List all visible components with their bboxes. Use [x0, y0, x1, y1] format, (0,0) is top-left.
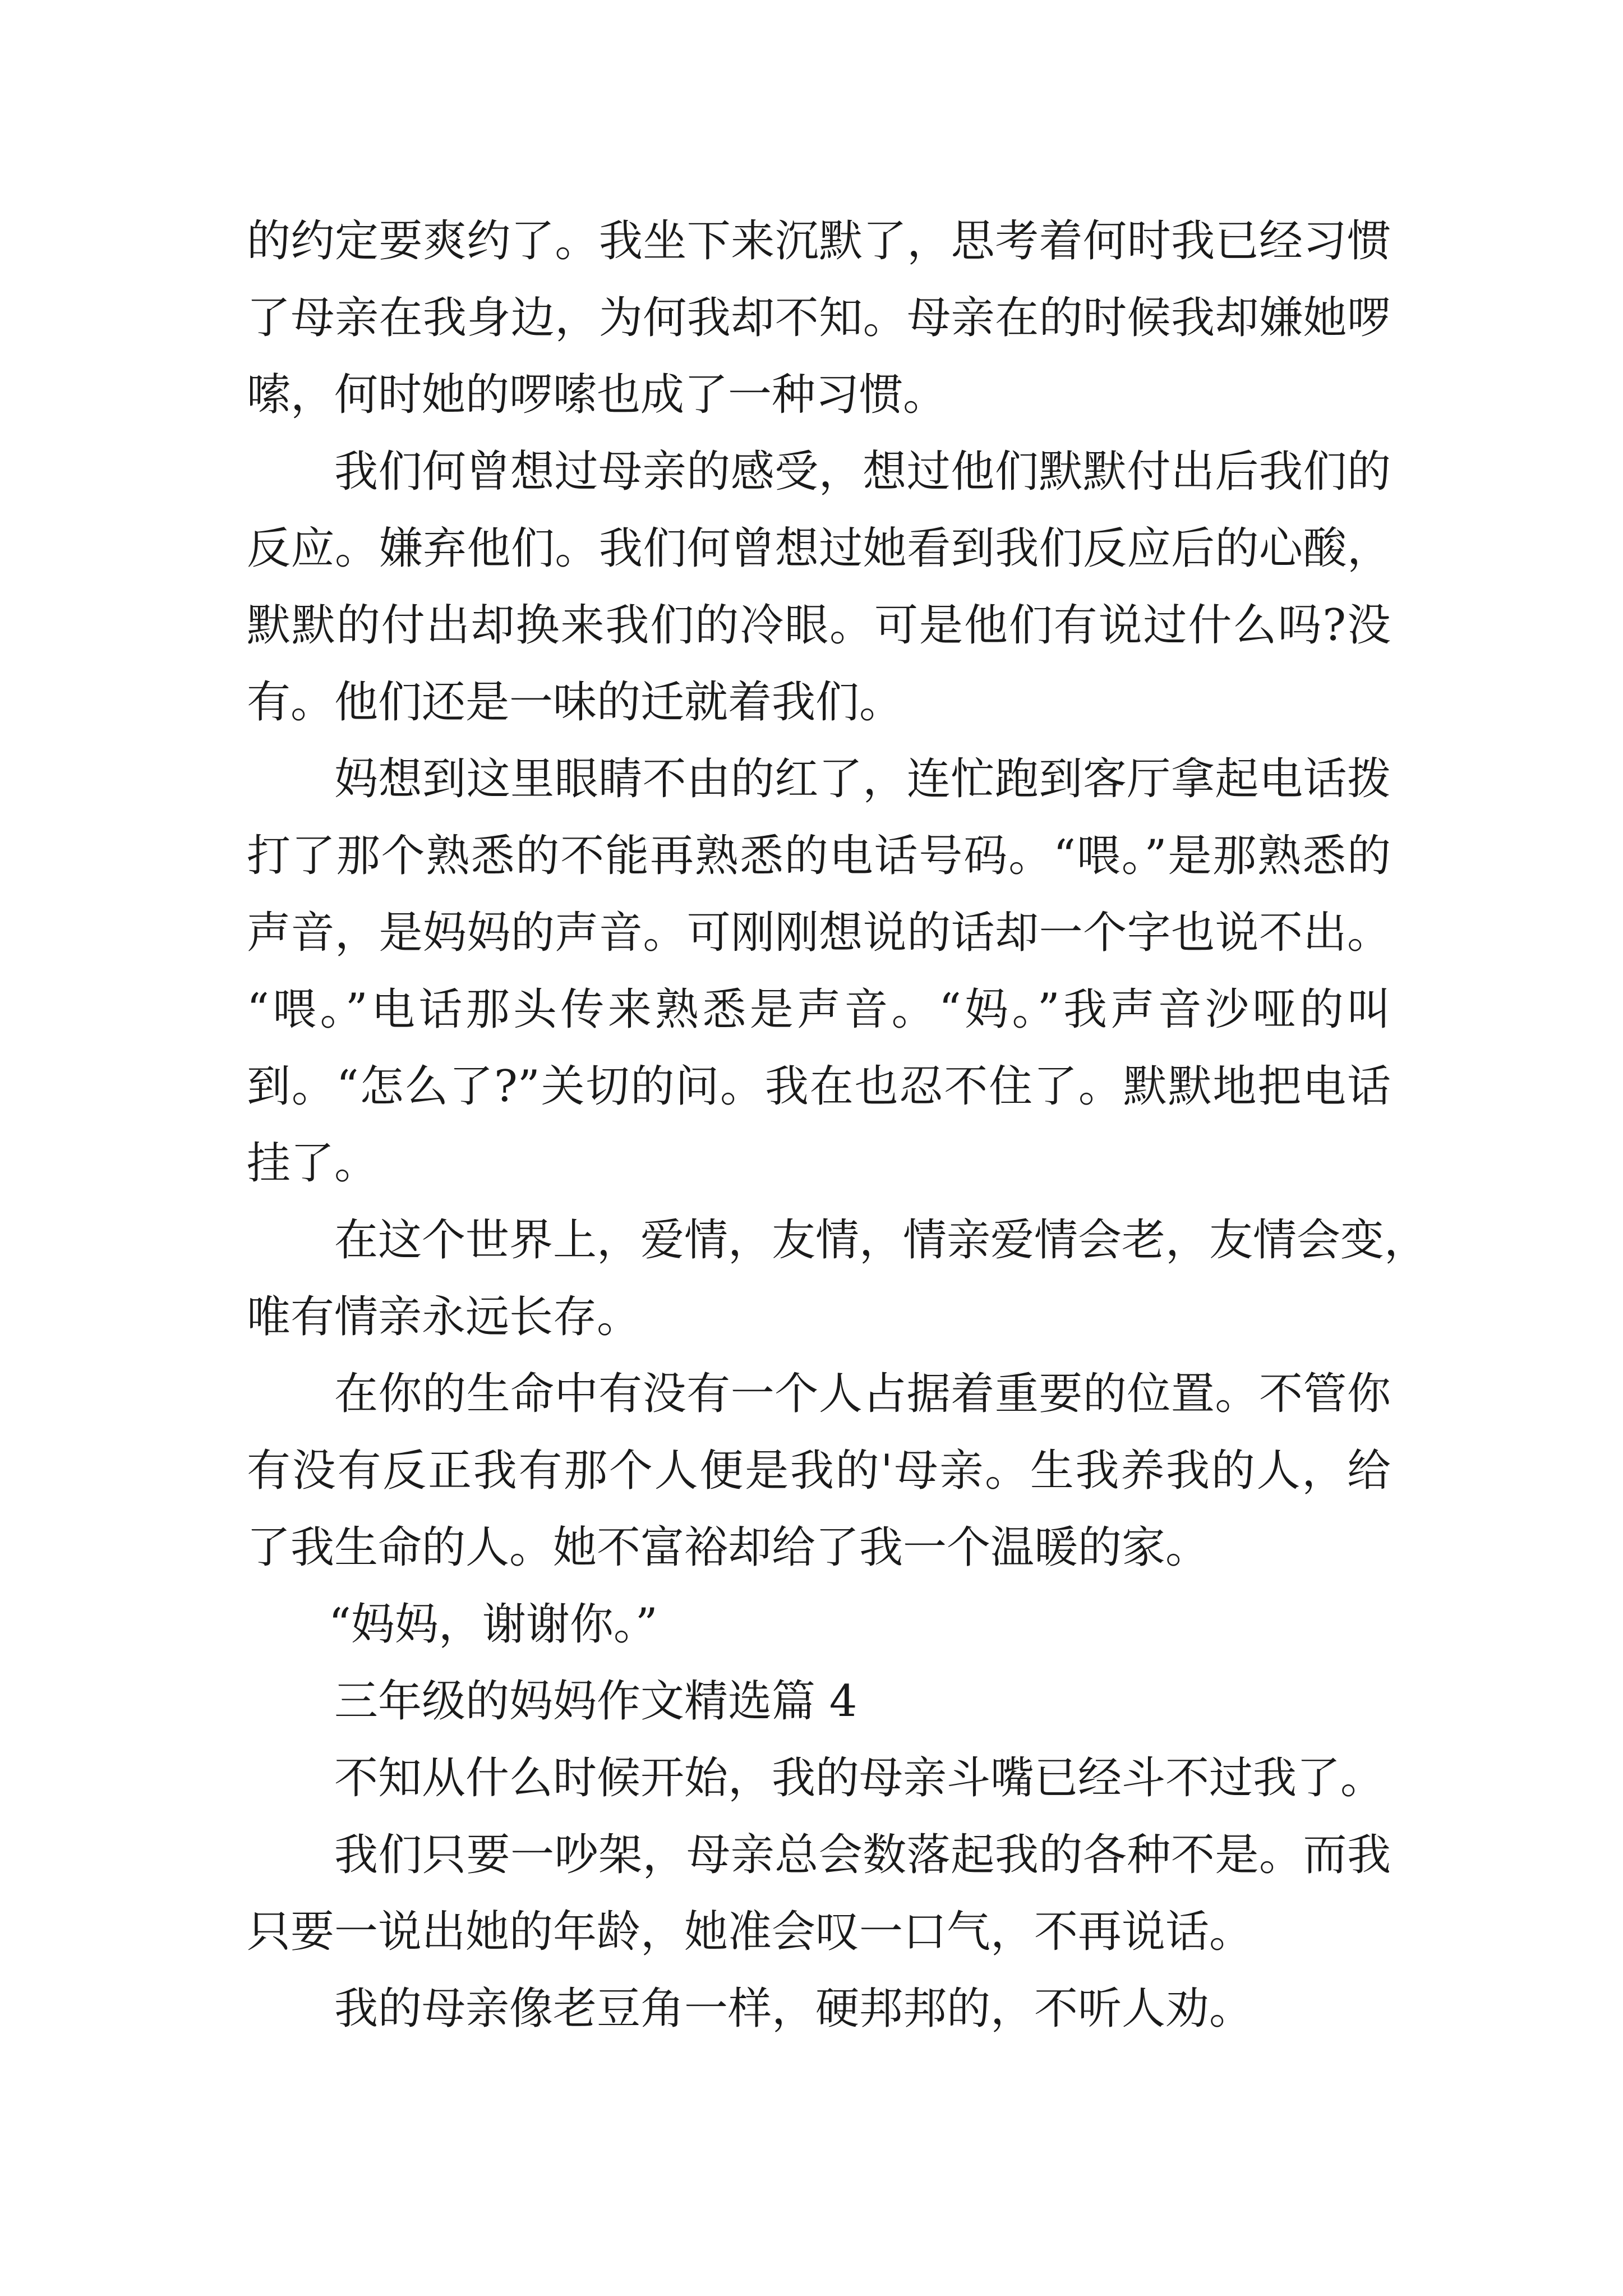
text-line: 有。他们还是一味的迁就着我们。 [247, 677, 903, 728]
text-line: 了我生命的人。她不富裕却给了我一个温暖的家。 [247, 1522, 1210, 1573]
text-line: 的约定要爽约了。我坐下来沉默了，思考着何时我已经习惯 [247, 216, 1391, 266]
paragraph-start: 在这个世界上，爱情，友情，情亲爱情会老，友情会变， [334, 1215, 1428, 1266]
document-body [247, 203, 1428, 2047]
text-line: 到。“怎么了?”关切的问。我在也忍不住了。默默地把电话 [247, 1061, 1391, 1112]
text-line: 反应。嫌弃他们。我们何曾想过她看到我们反应后的心酸， [247, 523, 1391, 574]
text-line: 默默的付出却换来我们的冷眼。可是他们有说过什么吗?没 [247, 600, 1391, 651]
section-heading: 三年级的妈妈作文精选篇 4 [334, 1676, 857, 1727]
text-line: 嗦，何时她的啰嗦也成了一种习惯。 [247, 370, 947, 420]
paragraph-start: 我们只要一吵架，母亲总会数落起我的各种不是。而我 [334, 1830, 1391, 1880]
text-line: 只要一说出她的年龄，她准会叹一口气，不再说话。 [247, 1907, 1253, 1957]
text-line: 唯有情亲永远长存。 [247, 1292, 641, 1342]
paragraph-start: 在你的生命中有没有一个人占据着重要的位置。不管你 [334, 1369, 1391, 1419]
paragraph-start: 我的母亲像老豆角一样，硬邦邦的，不听人劝。 [334, 1984, 1253, 2034]
text-line: 挂了。 [247, 1138, 379, 1189]
text-line: 打了那个熟悉的不能再熟悉的电话号码。“喂。”是那熟悉的 [247, 831, 1391, 881]
text-line: “喂。”电话那头传来熟悉是声音。“妈。”我声音沙哑的叫 [247, 984, 1391, 1035]
text-line: 有没有反正我有那个人便是我的'母亲。生我养我的人，给 [247, 1446, 1391, 1496]
paragraph-start: 妈想到这里眼睛不由的红了，连忙跑到客厅拿起电话拨 [334, 754, 1391, 804]
paragraph-start: 不知从什么时候开始，我的母亲斗嘴已经斗不过我了。 [334, 1753, 1385, 1803]
text-line: 声音，是妈妈的声音。可刚刚想说的话却一个字也说不出。 [247, 908, 1391, 958]
quote-line: “妈妈，谢谢你。” [329, 1599, 658, 1650]
paragraph-start: 我们何曾想过母亲的感受，想过他们默默付出后我们的 [334, 447, 1391, 497]
text-line: 了母亲在我身边，为何我却不知。母亲在的时候我却嫌她啰 [247, 293, 1391, 343]
